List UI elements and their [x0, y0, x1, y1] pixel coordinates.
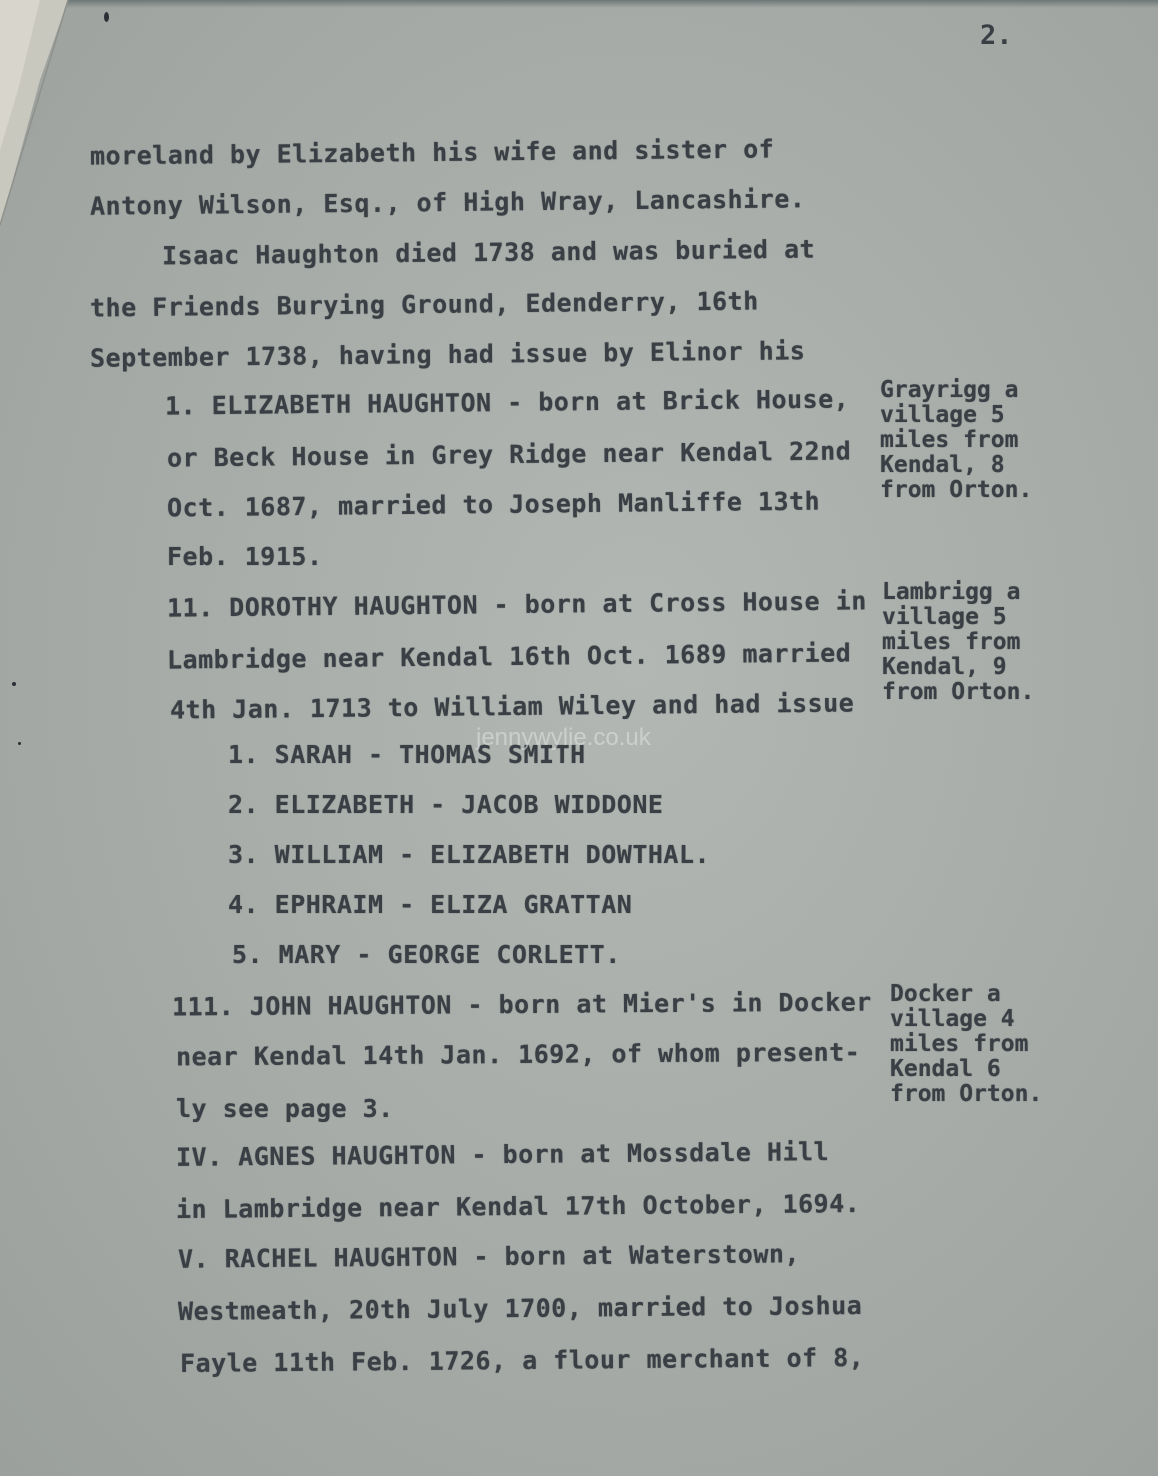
- watermark: jennywylie.co.uk: [476, 724, 651, 751]
- note-1-line-5: from Orton.: [880, 477, 1033, 503]
- entry-4-line-1: IV. AGNES HAUGHTON - born at Mossdale Hill: [175, 1137, 830, 1172]
- note-2-line-1: Lambrigg a: [882, 579, 1021, 605]
- entry-3-line-3: ly see page 3.: [176, 1094, 394, 1123]
- speck-1: [104, 12, 109, 22]
- entry-1-line-2: or Beck House in Grey Ridge near Kendal 22nd: [166, 436, 852, 473]
- body-line-5: September 1738, having had issue by Elinor his: [89, 336, 806, 373]
- entry-3-line-2: near Kendal 14th Jan. 1692, of whom present-: [175, 1037, 861, 1072]
- note-2-line-2: village 5: [882, 604, 1007, 630]
- speck-3: [18, 742, 21, 745]
- entry-3-line-1: 111. JOHN HAUGHTON - born at Mier's in Docker: [171, 987, 872, 1022]
- body-line-2: Antony Wilson, Esq., of High Wray, Lancashire.: [89, 184, 806, 221]
- note-2-line-3: miles from: [882, 629, 1021, 655]
- page-number: 2.: [980, 20, 1013, 51]
- margin-note-grayrigg: [880, 378, 1032, 503]
- entry-4-line-2: in Lambridge near Kendal 17th October, 1694.: [175, 1189, 861, 1224]
- issue-line-4: 4. EPHRAIM - ELIZA GRATTAN: [228, 890, 633, 919]
- note-2-line-5: from Orton.: [882, 679, 1035, 705]
- note-3-line-3: miles from: [890, 1031, 1029, 1057]
- margin-note-lambrigg: [882, 580, 1034, 705]
- issue-line-1: 1. SARAH - THOMAS SMITH: [228, 740, 586, 769]
- entry-2-line-3: 4th Jan. 1713 to William Wiley and had issue: [169, 688, 855, 725]
- issue-line-2: 2. ELIZABETH - JACOB WIDDONE: [228, 790, 664, 819]
- body-line-1: moreland by Elizabeth his wife and sister of: [89, 134, 775, 171]
- folded-corner: [0, 0, 80, 230]
- note-3-line-5: from Orton.: [890, 1081, 1043, 1107]
- note-1-line-3: miles from: [880, 427, 1019, 453]
- page-top-shadow: [0, 0, 1158, 8]
- speck-2: [12, 682, 16, 686]
- issue-line-5: 5. MARY - GEORGE CORLETT.: [232, 940, 621, 969]
- note-1-line-4: Kendal, 8: [880, 452, 1005, 478]
- entry-2-line-1: 11. DOROTHY HAUGHTON - born at Cross House in: [166, 586, 867, 623]
- note-3-line-1: Docker a: [890, 981, 1001, 1007]
- margin-note-docker: [890, 982, 1042, 1107]
- entry-1-line-3: Oct. 1687, married to Joseph Manliffe 13th: [166, 486, 821, 523]
- entry-2-line-2: Lambridge near Kendal 16th Oct. 1689 married: [166, 638, 852, 675]
- entry-5-line-3: Fayle 11th Feb. 1726, a flour merchant of 8,: [179, 1343, 865, 1378]
- body-line-3: Isaac Haughton died 1738 and was buried at: [161, 234, 816, 271]
- note-3-line-2: village 4: [890, 1006, 1015, 1032]
- entry-5-line-1: V. RACHEL HAUGHTON - born at Waterstown,: [177, 1239, 801, 1274]
- note-2-line-4: Kendal, 9: [882, 654, 1007, 680]
- body-line-4: the Friends Burying Ground, Edenderry, 16th: [89, 286, 759, 323]
- entry-1-line-1: 1. ELIZABETH HAUGHTON - born at Brick House,: [164, 384, 850, 421]
- note-3-line-4: Kendal 6: [890, 1056, 1001, 1082]
- entry-1-line-4: Feb. 1915.: [167, 542, 323, 571]
- note-1-line-2: village 5: [880, 402, 1005, 428]
- issue-line-3: 3. WILLIAM - ELIZABETH DOWTHAL.: [228, 840, 711, 869]
- note-1-line-1: Grayrigg a: [880, 377, 1019, 403]
- entry-5-line-2: Westmeath, 20th July 1700, married to Joshua: [177, 1291, 863, 1326]
